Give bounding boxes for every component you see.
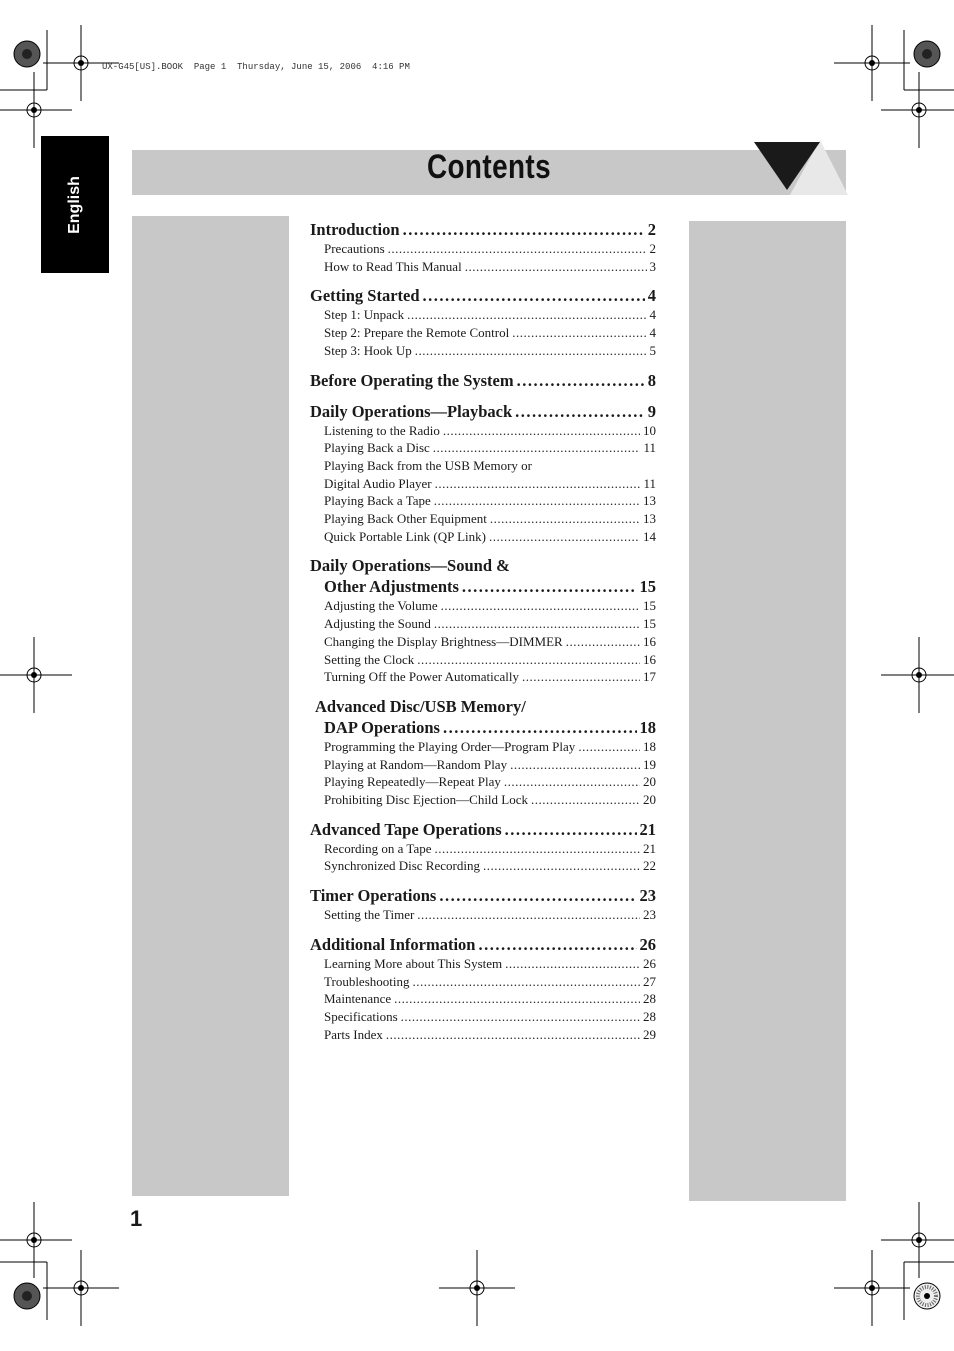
toc-section <box>310 285 656 359</box>
dot-leader <box>386 1026 640 1044</box>
toc-entry-page: 23 <box>643 907 656 923</box>
dot-leader <box>522 668 640 686</box>
dot-leader <box>417 651 640 669</box>
dot-leader <box>434 492 640 510</box>
toc-entry-label: Listening to the Radio <box>324 422 440 438</box>
dot-leader <box>515 401 645 422</box>
dot-leader <box>415 342 647 360</box>
toc-section <box>310 555 656 686</box>
dot-leader <box>435 840 640 858</box>
toc-entry[interactable] <box>310 439 656 457</box>
toc-entry[interactable] <box>310 756 656 774</box>
dot-leader <box>505 955 640 973</box>
dot-leader <box>441 597 640 615</box>
toc-section-heading[interactable] <box>310 370 656 391</box>
toc-section-title-line2: Other Adjustments <box>324 577 459 597</box>
toc-section-heading[interactable] <box>310 401 656 422</box>
toc-entry-label: Precautions <box>324 241 385 256</box>
toc-entry[interactable] <box>310 633 656 651</box>
dot-leader <box>403 219 645 240</box>
toc-entry[interactable] <box>310 240 656 258</box>
toc-entry-label: Prohibiting Disc Ejection—Child Lock <box>324 792 529 808</box>
toc-entry-label: Turning Off the Power Automatically <box>324 669 519 685</box>
toc-entry-label: Step 2: Prepare the Remote Control <box>324 325 510 341</box>
toc-entry-label: Adjusting the Volume <box>324 598 438 614</box>
toc-entry[interactable] <box>310 342 656 360</box>
print-header: UX-G45[US].BOOK Page 1 Thursday, June 15, 2006 4:16 PM <box>102 62 410 72</box>
toc-section <box>310 401 656 546</box>
dot-leader <box>439 885 636 906</box>
toc-entry-page: 22 <box>643 858 656 874</box>
toc-section-heading[interactable] <box>310 696 656 717</box>
toc-section-title: Daily Operations—Playback <box>310 401 513 421</box>
language-tab <box>41 136 109 273</box>
toc-section-heading[interactable] <box>310 285 656 306</box>
dot-leader <box>566 633 640 651</box>
toc-entry-page: 14 <box>643 528 656 544</box>
dot-leader <box>465 258 647 276</box>
toc-section-heading[interactable] <box>310 219 656 240</box>
toc-entry[interactable] <box>310 422 656 440</box>
toc-entry[interactable] <box>310 857 656 875</box>
toc-entry-label: Programming the Playing Order—Program Play <box>324 738 576 754</box>
toc-entry-label: How to Read This Manual <box>324 258 462 274</box>
dot-leader <box>443 717 637 738</box>
toc-section-heading[interactable] <box>310 934 656 955</box>
toc-entry-label: Maintenance <box>324 991 392 1007</box>
dot-leader <box>401 1008 640 1026</box>
toc-entry-label: Troubleshooting <box>324 973 410 989</box>
toc-section-title: Daily Operations—Sound & <box>310 556 510 576</box>
toc-entry-page: 28 <box>643 991 656 1007</box>
toc-entry[interactable] <box>310 773 656 791</box>
toc-entry-label: Recording on a Tape <box>324 840 432 856</box>
toc-section-page: 23 <box>639 886 656 906</box>
toc-entry[interactable] <box>310 258 656 276</box>
toc-entry[interactable] <box>310 651 656 669</box>
toc-section-heading-line2[interactable] <box>310 576 656 597</box>
dot-leader <box>462 576 637 597</box>
toc-entry-label: Digital Audio Player <box>324 475 432 491</box>
dot-leader <box>434 615 640 633</box>
language-tab-label: English <box>66 175 83 234</box>
left-margin-panel <box>132 216 289 1196</box>
dot-leader <box>433 439 641 457</box>
toc-entry-page: 17 <box>643 669 656 685</box>
toc-entry[interactable] <box>310 738 656 756</box>
toc-section-title: Additional Information <box>310 934 476 954</box>
table-of-contents <box>310 219 656 1053</box>
toc-entry-label: Step 1: Unpack <box>324 307 405 323</box>
toc-section-page: 4 <box>647 286 656 306</box>
toc-entry-page: 19 <box>643 756 656 772</box>
toc-section <box>310 819 656 875</box>
toc-entry-label: Learning More about This System <box>324 955 503 971</box>
toc-section-heading-line2[interactable] <box>310 717 656 738</box>
toc-entry-page: 13 <box>643 511 656 527</box>
toc-entry-page: 2 <box>649 241 656 256</box>
toc-entry-label: Playing Back from the USB Memory or <box>324 457 532 473</box>
toc-section-page: 9 <box>647 401 656 421</box>
toc-entry[interactable] <box>310 457 656 475</box>
toc-entry-label: Playing Repeatedly—Repeat Play <box>324 774 501 790</box>
toc-entry-page: 4 <box>649 307 656 323</box>
dot-leader <box>443 422 640 440</box>
toc-entry-label: Playing at Random—Random Play <box>324 756 508 772</box>
toc-section-title: Getting Started <box>310 286 420 306</box>
toc-section-page: 2 <box>647 220 656 239</box>
toc-entry[interactable] <box>310 791 656 809</box>
toc-entry[interactable] <box>310 510 656 528</box>
toc-entry-page: 18 <box>643 738 656 754</box>
toc-entry[interactable] <box>310 1026 656 1044</box>
toc-entry-page: 28 <box>643 1008 656 1024</box>
toc-section-page: 26 <box>639 934 656 954</box>
toc-entry[interactable] <box>310 475 656 493</box>
toc-entry-label: Playing Back a Tape <box>324 493 431 509</box>
toc-entry-label: Parts Index <box>324 1026 383 1042</box>
toc-section <box>310 370 656 391</box>
toc-entry-label: Setting the Timer <box>324 907 415 923</box>
toc-entry-page: 10 <box>643 422 656 438</box>
toc-entry-page: 11 <box>643 475 656 491</box>
toc-section-page: 18 <box>639 717 656 737</box>
toc-section <box>310 696 656 809</box>
dot-leader <box>412 973 640 991</box>
toc-section-page: 15 <box>639 577 656 597</box>
toc-entry-label: Setting the Clock <box>324 651 415 667</box>
toc-entry-page: 11 <box>643 440 656 456</box>
dot-leader <box>578 738 640 756</box>
toc-section-heading[interactable] <box>310 819 656 840</box>
dot-leader <box>478 934 636 955</box>
toc-entry-page: 15 <box>643 616 656 632</box>
toc-section <box>310 885 656 924</box>
toc-entry[interactable] <box>310 1008 656 1026</box>
toc-entry[interactable] <box>310 597 656 615</box>
dot-leader <box>483 857 640 875</box>
toc-entry-label: Playing Back Other Equipment <box>324 511 487 527</box>
dot-leader <box>489 528 640 546</box>
toc-entry-page: 13 <box>643 493 656 509</box>
dot-leader <box>504 773 640 791</box>
page-number: 1 <box>130 1206 143 1231</box>
toc-entry-page: 20 <box>643 792 656 808</box>
toc-entry[interactable] <box>310 492 656 510</box>
toc-entry-page: 29 <box>643 1026 656 1042</box>
toc-entry-page: 16 <box>643 633 656 649</box>
toc-section-page: 8 <box>647 370 656 390</box>
dot-leader <box>407 306 646 324</box>
dot-leader <box>394 990 640 1008</box>
dot-leader <box>435 475 641 493</box>
toc-section-title: Advanced Tape Operations <box>310 819 502 839</box>
toc-section-title: Introduction <box>310 220 400 239</box>
toc-entry[interactable] <box>310 990 656 1008</box>
dot-leader <box>510 756 640 774</box>
toc-section-heading[interactable] <box>310 885 656 906</box>
toc-entry-label: Specifications <box>324 1008 398 1024</box>
toc-entry-label: Changing the Display Brightness—DIMMER <box>324 633 563 649</box>
toc-section-heading[interactable] <box>310 555 656 576</box>
toc-entry-label: Adjusting the Sound <box>324 616 431 632</box>
dot-leader <box>490 510 640 528</box>
toc-entry-label: Quick Portable Link (QP Link) <box>324 528 486 544</box>
dot-leader <box>417 906 640 924</box>
toc-entry[interactable] <box>310 306 656 324</box>
toc-entry[interactable] <box>310 668 656 686</box>
toc-section-title-line2: DAP Operations <box>324 717 440 737</box>
toc-entry[interactable] <box>310 840 656 858</box>
dot-leader <box>388 240 647 258</box>
toc-entry[interactable] <box>310 955 656 973</box>
right-margin-panel <box>689 221 846 1201</box>
toc-entry[interactable] <box>310 906 656 924</box>
toc-section <box>310 219 656 275</box>
dot-leader <box>423 285 645 306</box>
toc-entry[interactable] <box>310 615 656 633</box>
toc-entry-page: 5 <box>649 342 656 358</box>
toc-entry-page: 16 <box>643 651 656 667</box>
toc-section-title: Before Operating the System <box>310 370 514 390</box>
dot-leader <box>505 819 637 840</box>
toc-entry-page: 20 <box>643 774 656 790</box>
toc-entry-page: 15 <box>643 598 656 614</box>
toc-entry-label: Step 3: Hook Up <box>324 342 412 358</box>
toc-entry[interactable] <box>310 528 656 546</box>
toc-entry[interactable] <box>310 973 656 991</box>
toc-entry-label: Playing Back a Disc <box>324 440 430 456</box>
toc-entry-page: 26 <box>643 955 656 971</box>
toc-entry-page: 4 <box>649 325 656 341</box>
toc-section-title: Advanced Disc/USB Memory/ <box>315 696 526 716</box>
toc-entry-page: 21 <box>643 840 656 856</box>
toc-section-title: Timer Operations <box>310 886 437 906</box>
toc-section <box>310 934 656 1044</box>
toc-entry-page: 27 <box>643 973 656 989</box>
toc-section-page: 21 <box>639 819 656 839</box>
toc-entry-page: 3 <box>649 258 656 274</box>
toc-entry-label: Synchronized Disc Recording <box>324 858 480 874</box>
dot-leader <box>517 370 645 391</box>
dot-leader <box>531 791 640 809</box>
toc-entry[interactable] <box>310 324 656 342</box>
dot-leader <box>512 324 646 342</box>
page-title: Contents <box>426 148 552 186</box>
